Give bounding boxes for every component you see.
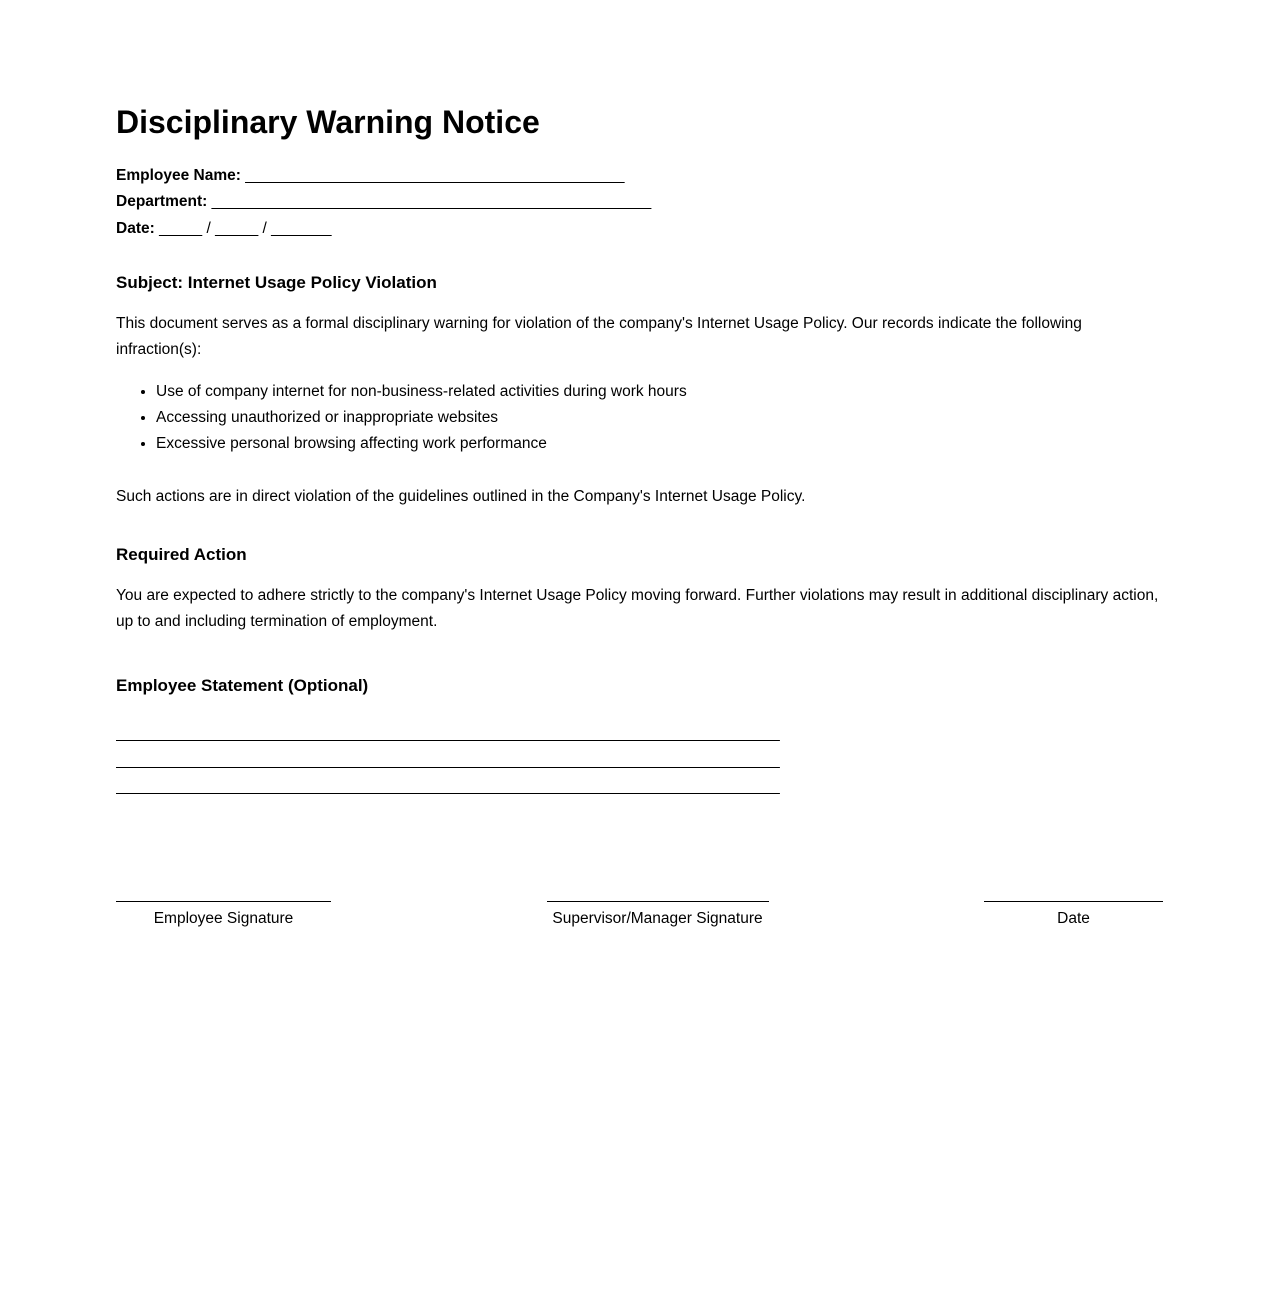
document-title: Disciplinary Warning Notice: [116, 104, 540, 140]
signature-label: Employee Signature: [153, 909, 294, 927]
employee-statement-heading: Employee Statement (Optional): [116, 676, 369, 696]
signature-date: [984, 901, 1163, 929]
signature-line: [547, 901, 769, 902]
employee-name-label: Employee Name:: [116, 166, 241, 184]
signature-line: [984, 901, 1163, 902]
statement-blank-line: _____________________________________________________________________________: [116, 751, 780, 769]
signature-label: Supervisor/Manager Signature: [552, 909, 763, 927]
infraction-item: • Accessing unauthorized or inappropriate websites: [156, 405, 1163, 431]
date-label: Date:: [116, 219, 155, 237]
field-employee-name: [116, 163, 1163, 190]
signature-block: [116, 901, 1163, 929]
department-blank: ___________________________________________________: [211, 193, 652, 211]
date-blank: _____ / _____ / _______: [159, 219, 332, 237]
employee-statement-write-area: [116, 721, 1163, 801]
signature-line: [116, 901, 331, 902]
infraction-item: • Use of company internet for non-business-related activities during work hours: [156, 379, 1163, 405]
infraction-item: • Excessive personal browsing affecting work performance: [156, 431, 1163, 457]
subject-heading: Subject: Internet Usage Policy Violation: [116, 273, 437, 293]
signature-label: Date: [1057, 909, 1090, 927]
statement-blank-line: _____________________________________________________________________________: [116, 778, 780, 796]
field-date: [116, 216, 1163, 243]
signature-supervisor: [547, 901, 769, 929]
department-label: Department:: [116, 193, 208, 211]
employee-name-blank: ____________________________________________: [245, 166, 625, 184]
violation-note-paragraph: Such actions are in direct violation of the guidelines outlined in the Company's Internet Usage Policy.: [116, 488, 806, 506]
statement-blank-line: _____________________________________________________________________________: [116, 725, 780, 743]
signature-employee: [116, 901, 331, 929]
field-department: [116, 189, 1163, 216]
required-action-heading: Required Action: [116, 545, 247, 565]
required-action-paragraph: You are expected to adhere strictly to the company's Internet Usage Policy moving forward. Further violations may result in additional disciplinary action, up to and including termination of employment.: [116, 587, 1159, 631]
intro-paragraph: This document serves as a formal disciplinary warning for violation of the company's Internet Usage Policy. Our records indicate the following infraction(s):: [116, 315, 1082, 359]
infractions-list: [116, 379, 1163, 457]
